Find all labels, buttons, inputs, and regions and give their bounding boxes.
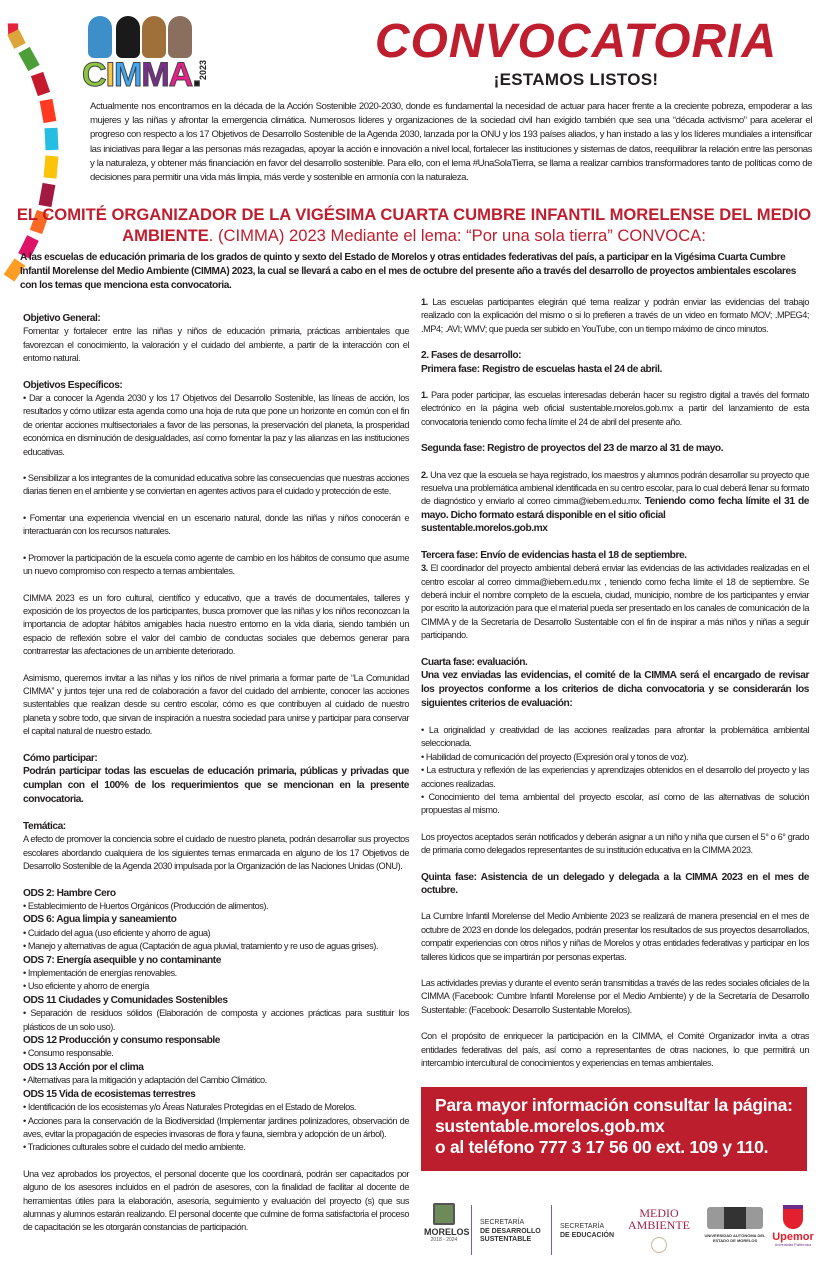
cimma-logo — [82, 14, 208, 98]
sdg-segment — [13, 32, 20, 46]
ods-item: • Implementación de energías renovables. — [23, 968, 177, 979]
fase3-block — [421, 549, 809, 643]
se-logo — [560, 1223, 614, 1240]
ma-line1: MEDIO — [639, 1206, 679, 1220]
ods-item: • Cuidado del agua (uso eficiente y ahorro de agua) — [23, 927, 211, 938]
morelos-name: MORELOS — [424, 1227, 470, 1237]
criteria-item: • La originalidad y creatividad de las acciones realizadas para afrontar la problemática ambiental seleccionada. — [421, 724, 809, 749]
como-participar-text: Podrán participar todas las escuelas de educación primaria, públicas y privadas que cumplan con el 100% de los requerimientos que se mencionan en la presente convocatoria. — [23, 765, 409, 805]
tematica-text: A efecto de promover la conciencia sobre el cuidado de nuestro planeta, podrán desarrollar sus proyectos escolares abordando cualquiera de los siguientes temas enmarcada en alguno de los 17 Objetivos de Desarrollo Sostenible de la Agenda 2030 impulsada por la Organización de las Naciones Unidas (ONU). — [23, 834, 409, 872]
se-line1: SECRETARÍA — [560, 1223, 605, 1230]
objetivo-general-heading: Objetivo General: — [23, 313, 101, 324]
se-line2: DE EDUCACIÓN — [560, 1231, 615, 1239]
fase1-text: Para poder participar, las escuelas interesadas deberán hacer su registro digital a través del formato electrónico en la página web oficial sustentable.morelos.gob.mx a partir del lanzamiento de esta convocatoria teniendo como fecha límite el 24 de abril del presente año. — [421, 390, 809, 427]
committee-heading — [10, 204, 818, 246]
sds-line3: SUSTENTABLE — [480, 1236, 532, 1243]
ods-title: ODS 11 Ciudades y Comunidades Sostenibles — [23, 994, 228, 1006]
info-url[interactable]: sustentable.morelos.gob.mx — [435, 1116, 665, 1136]
fase1-heading: Primera fase: Registro de escuelas hasta el 24 de abril. — [421, 363, 662, 375]
sdg-segment — [46, 100, 50, 122]
ods-title: ODS 15 Vida de ecosistemas terrestres — [23, 1088, 196, 1100]
fase2-heading: Segunda fase: Registro de proyectos del 23 de marzo al 31 de mayo. — [421, 443, 724, 455]
upemor-u-icon — [783, 1205, 803, 1229]
participation-text: Las escuelas participantes elegirán qué tema realizar y podrán enviar las evidencias del trabajo realizado con la explicación del mismo o si lo prefieren a través de un video en formato MOV; .MPEG4; .MP4; .AVI; WMV; que pueda ser subido en YouTube, con un tiempo máximo de cinco minutos. — [421, 297, 809, 334]
committee-heading-rest: . (CIMMA) 2023 Mediante el lema: “Por una sola tierra” CONVOCA: — [208, 226, 706, 245]
info-line: Para mayor información consultar la página: — [435, 1095, 793, 1115]
sds-logo — [480, 1219, 541, 1245]
left-column — [23, 312, 409, 1235]
upemor-name: Upemor — [772, 1231, 814, 1243]
ods-item: • Consumo responsable. — [23, 1048, 114, 1059]
divider — [551, 1205, 552, 1255]
morelos-years: 2018 - 2024 — [430, 1237, 458, 1243]
objective-item: • Fomentar una experiencia vivencial en un escenario natural, donde las niñas y niños conocerán e interactuarán con los recursos naturales. — [23, 512, 409, 537]
participation-paragraph — [421, 296, 809, 336]
criteria-item: • Habilidad de comunicación del proyecto (Expresión oral y tonos de voz). — [421, 751, 689, 762]
item-number: 3. — [421, 563, 428, 574]
addressed-paragraph: A las escuelas de educación primaria de los grados de quinto y sexto del Estado de Morelos y otras entidades federativas del país, a participar en la Vigésima Cuarta Cumbre Infantil Morelense del Medio Ambiente (CIMMA) 2023, la cual se llevará a cabo en el mes de octubre del presente año a través del desarrollo de proyectos ambientales escolares con los temas que menciona esta convocatoria. — [20, 252, 796, 292]
fase2-text: Una vez que la escuela se haya registrado, los maestros y alumnos podrán desarrollar su proyecto que resuelva una problemática ambienal identificada en su centro escolar, para lo cual deberá llenar su formato de diagnóstico y enviarlo al correo cimma@iebem.edu.mx. — [421, 469, 810, 507]
uaem-line2: ESTADO DE MORELOS — [712, 1238, 758, 1243]
objetivos-especificos — [23, 379, 409, 459]
objetivo-general-text: Fomentar y fortalecer entre las niñas y niños de educación primaria, prácticas ambientales que favorezcan el conocimiento, la valoración y el cuidado del ambiente, a partir de la interacción con el entorno natural. — [23, 326, 409, 364]
info-phone: o al teléfono 777 3 17 56 00 ext. 109 y 110. — [435, 1137, 769, 1157]
ods-item: • Establecimiento de Huertos Orgánicos (Producción de alimentos). — [23, 901, 269, 911]
invite-paragraph: Asimismo, queremos invitar a las niñas y los niños de nivel primaria a formar parte de “La Comunidad CIMMA” y juntos tejer una red de colaboración a favor del cuidado del ambiente, conocer las acciones sustentables que realizan desde su centro escolar, cómo es que contribuyen al cuidado de nuestro planeta y sobre todo, que sirvan de inspiración a nuestra sociedad para unirse y participar para conservar el capital natural de nuestro estado. — [23, 672, 409, 737]
objective-item: • Promover la participación de la escuela como agente de cambio en los hábitos de consumo que asume un nuevo compromiso con respecto a temas ambientales. — [23, 552, 409, 577]
fase4-text: Una vez enviadas las evidencias, el comité de la CIMMA será el encargado de revisar los proyectos conforme a los criterios de dicha convocatoria y se considerarán los siguientes criterios de evaluación: — [421, 669, 809, 709]
footer-logos — [420, 1195, 820, 1260]
criteria-list — [421, 724, 809, 818]
fase1-paragraph — [421, 389, 809, 429]
ods-title: ODS 6: Agua limpia y saneamiento — [23, 914, 177, 926]
tematica-heading: Temática: — [23, 820, 66, 832]
sdg-segment — [51, 128, 52, 150]
divider — [471, 1205, 472, 1255]
page-subtitle: ¡ESTAMOS LISTOS! — [493, 70, 659, 89]
right-column — [421, 296, 809, 1070]
uaem-line1: UNIVERSIDAD AUTÓNOMA DEL — [704, 1233, 766, 1238]
objetivos-especificos-heading: Objetivos Específicos: — [23, 379, 123, 391]
broadcast-paragraph: Las actividades previas y durante el evento serán transmitidas a través de las redes sociales oficiales de la CIMMA (Facebook: Cumbre Infantil Morelense por el Medio Ambiente) y de la Secretaría de Desarrollo Sustentable: (Facebook: Desarrollo Sustentable Morelos). — [421, 978, 809, 1015]
uaem-logo — [703, 1207, 767, 1243]
sdg-segment — [45, 184, 49, 206]
fase4-block — [421, 656, 809, 711]
criteria-item: • Conocimiento del tema ambiental del proyecto escolar, así como de las alternativas de solución propuestas al mismo. — [421, 791, 809, 816]
ods-item: • Acciones para la conservación de la Biodiversidad (Implementar jardines polinizadores, observación de aves, evitar la propagación de especies invasoras de flora y fauna, siembra y adopción de un árbol). — [23, 1115, 409, 1139]
sdg-segment — [37, 74, 44, 94]
purpose-paragraph: Con el propósito de enriquecer la participación en la CIMMA, el Comité Organizador invita a otras entidades federativas del país, así como a representantes de otras naciones, lo que permitirá un intercambio intercultural de conocimientos y experiencias en temas ambientales. — [421, 1031, 809, 1069]
morelos-shield-icon — [433, 1203, 455, 1225]
sds-line2: DE DESARROLLO — [480, 1227, 541, 1235]
mascot-ant-kid — [116, 16, 140, 58]
ods-list — [23, 887, 409, 1155]
info-box — [421, 1087, 807, 1171]
medio-ambiente-logo — [628, 1207, 690, 1253]
fases-heading: 2. Fases de desarrollo: — [421, 350, 522, 362]
fases-block — [421, 349, 809, 376]
page-title: CONVOCATORIA — [374, 15, 778, 68]
como-participar — [23, 752, 409, 807]
item-number: 2. — [421, 469, 428, 480]
item-number: 1. — [421, 297, 428, 307]
ods-item: • Manejo y alternativas de agua (Captación de agua pluvial, tratamiento y re uso de aguas grises). — [23, 941, 378, 952]
ods-item: • Separación de residuos sólidos (Elaboración de composta y acciones prácticas para sustituir los plásticos de un solo uso). — [23, 1008, 409, 1032]
item-number: 1. — [421, 390, 428, 401]
sdg-segment — [24, 50, 34, 68]
ma-line2: AMBIENTE — [628, 1218, 690, 1232]
fase3-text: El coordinador del proyecto ambiental deberá enviar las evidencias de las actividades realizadas en el centro escolar al correo cimma@iebem.edu.mx , teniendo como fecha límite el 18 de septiembre. Se deberá incluir el nombre completo de la escuela, ciudad, municipio, nombre de los participantes y enviar por escrito la autorización para que el material pueda ser presentado en los canales de comunicación de la CIMMA y de la Secretaría de Desarrollo Sustentable con el fin de inspirar a más niños y niñas a seguir participando. — [421, 563, 809, 641]
upemor-tagline: Universidad Politécnica — [774, 1243, 812, 1247]
fase2-deadline: Teniendo como fecha límite el 31 de mayo. Dicho formato estará disponible en el sitio oficial — [421, 496, 809, 521]
sdg-segment — [9, 262, 20, 278]
ods-item: • Tradiciones culturales sobre el cuidado del medio ambiente. — [23, 1142, 246, 1153]
ods-item: • Identificación de los ecosistemas y/o Áreas Naturales Protegidas en el Estado de Morelos. — [23, 1102, 357, 1113]
objective-item: • Dar a conocer la Agenda 2030 y los 17 Objetivos del Desarrollo Sostenible, las líneas de acción, los resultados y cómo utilizar esta agenda como una hoja de ruta que pone un horizonte en común con el fin de orientar acciones multisectoriales a favor de las personas, la preservación del planeta, la prosperidad económica en disminución de desigualdades, así como fomentar la paz y las alianzas en las instituciones educativas. — [23, 393, 409, 457]
committee-heading-bold: EL COMITÉ ORGANIZADOR DE LA VIGÉSIMA CUARTA CUMBRE INFANTIL MORELENSE DEL MEDIO AMBIENTE — [16, 205, 812, 245]
criteria-item: • La estructura y reflexión de las experiencias y aprendizajes obtenidos en el desarrollo del proyecto y las acciones realizadas. — [421, 765, 809, 789]
fase3-paragraph — [421, 562, 809, 642]
ods-title: ODS 7: Energía asequible y no contaminante — [23, 954, 221, 966]
fase4-heading: Cuarta fase: evaluación. — [421, 656, 528, 668]
intro-paragraph: Actualmente nos encontramos en la década de la Acción Sostenible 2020-2030, donde es fundamental la necesidad de actuar para hacer frente a la creciente pobreza, empoderar a las mujeres y las niñas y afrontar la emergencia climática. Numerosos líderes y organizaciones de la sociedad civil han exigido también que sea una “década activismo” para acelerar el progreso con respecto a los 17 Objetivos de Desarrollo Sostenible de la Agenda 2030, lanzada por la ONU y los 193 países aliados, y han instado a las y los líderes mundiales a intensificar las iniciativas para llegar a las personas más rezagadas, apoyar la acción e innovación a nivel local, fortalecer las instituciones y sistemas de datos, reequilibrar la relación entre las personas y la naturaleza, y obtener más financiación en favor del desarrollo sostenible. Para ello, con el lema #UnaSolaTierra, se llama a realizar cambios transformadores tanto de políticas como de decisiones para permitir una vida más limpia, más verde y sostenible en armonía con la naturaleza. — [90, 101, 812, 184]
cumbre-paragraph: La Cumbre Infantil Morelense del Medio Ambiente 2023 se realizará de manera presencial en el mes de octubre de 2023 en donde los delegados, podrán presentar los resultados de sus proyectos desarrollados, compatir experiencias con otros niños y niñas de Morelos y otras entidades federativas y participar en los talleres lúdicos que se impartirán por personas expertas. — [421, 911, 809, 962]
ods-item: • Alternativas para la mitigación y adaptación del Cambio Climático. — [23, 1075, 267, 1086]
ods-title: ODS 12 Producción y consumo responsable — [23, 1035, 221, 1047]
mascot-fish-kid — [88, 16, 112, 58]
mascot-mouse-kid — [168, 16, 192, 58]
sdg-segment — [50, 156, 52, 178]
fase5-heading: Quinta fase: Asistencia de un delegado y delegada a la CIMMA 2023 en el mes de octubre. — [421, 871, 809, 896]
ods-title: ODS 13 Acción por el clima — [23, 1061, 144, 1073]
mexico-seal-icon — [651, 1237, 667, 1253]
ods-title: ODS 2: Hambre Cero — [23, 887, 116, 899]
fase2-paragraph — [421, 469, 809, 536]
como-participar-heading: Cómo participar: — [23, 752, 98, 764]
sds-line1: SECRETARÍA — [480, 1219, 525, 1226]
cimma-wordmark: CIMMA. — [82, 56, 201, 94]
objetivo-general — [23, 312, 409, 366]
cimma-year: 2023 — [198, 60, 208, 81]
ods-item: • Uso eficiente y ahorro de energía — [23, 981, 149, 992]
accepted-paragraph: Los proyectos aceptados serán notificados y deberán asignar a un niño y niña que cursen el 5° o 6° grado de primaria como delegados representantes de su institución educativa en la CIMMA 2023. — [421, 831, 809, 856]
fase2-url: sustentable.morelos.gob.mx — [421, 523, 548, 535]
fase3-heading: Tercera fase: Envío de evidencias hasta el 18 de septiembre. — [421, 549, 687, 561]
training-paragraph: Una vez aprobados los proyectos, el personal docente que los coordinará, podrán ser capacitados por alguno de los asesores incluidos en el padrón de asesores, con la finalidad de facilitar al docente de herramientas útiles para la elaboración, asesoría, seguimiento y evaluación del proyecto (s) que sus alumnas y alumnos estarán realizando. El personal docente que culmine de forma satisfactoria el proceso de capacitación se les otorgarán constancias de participación. — [23, 1168, 409, 1233]
mascot-bear-kid — [142, 16, 166, 58]
uaem-crest-icon — [707, 1207, 763, 1229]
tematica — [23, 820, 409, 874]
cimma-paragraph: CIMMA 2023 es un foro cultural, científico y educativo, que a través de documentales, talleres y exposición de los proyectos de los participantes, busca promover que las niñas y los niños reconozcan la importancia de adoptar hábitos amigables hacia nuestro entorno en la vida diaria, siendo también un espacio de reflexión sobre el valor del cambio de conductas sociales que debemos generar para contrarrestar las afectaciones de un ambiente deteriorado. — [23, 592, 409, 657]
upemor-logo — [770, 1205, 816, 1248]
objective-item: • Sensibilizar a los integrantes de la comunidad educativa sobre las consecuencias que nuestras acciones diarias tienen en el ambiente y se conviertan en agentes activos para el cuidado y protección de este. — [23, 473, 409, 497]
morelos-logo — [424, 1203, 470, 1243]
